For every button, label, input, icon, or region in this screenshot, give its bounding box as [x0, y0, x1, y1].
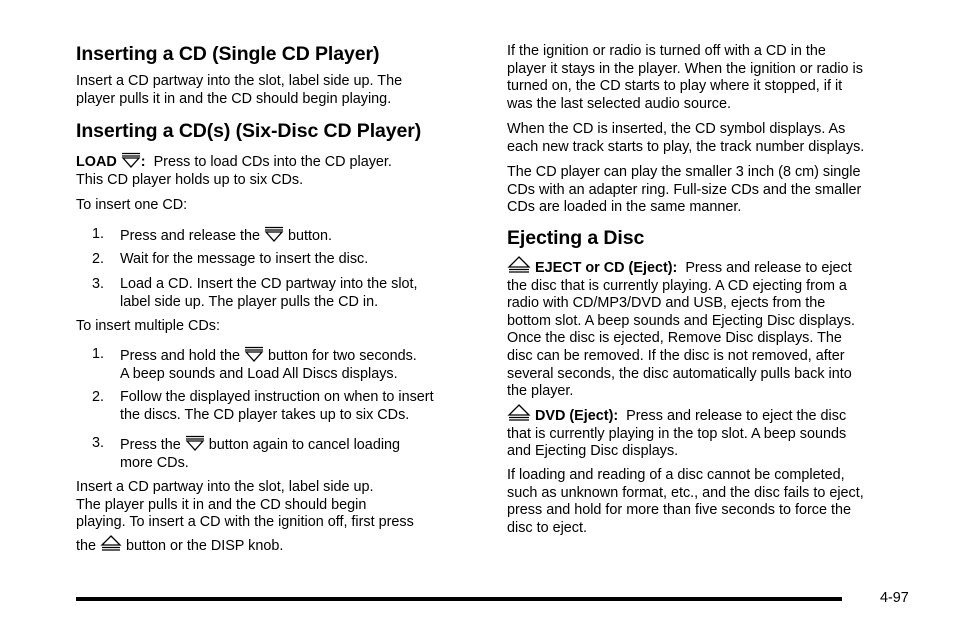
- eject-paragraph: EJECT or CD (Eject): Press and release to eject the disc that is currently playing. A CD ejecting from a radio with CD/MP3/DVD and USB, ejects from the bottom slot. A beep sounds and Ejecting Disc displays. Once the disc is ejected, Remove Disc displays. The disc can be removed. If the disc is not removed, after several seconds, the disc automatically pulls back into the player.: [507, 256, 855, 401]
- cd-symbol-paragraph: When the CD is inserted, the CD symbol displays. As each new track starts to play, the track number displays.: [507, 121, 865, 155]
- page-number: 4-97: [880, 590, 909, 606]
- load-icon: [244, 348, 264, 364]
- load-label: LOAD: [76, 154, 117, 170]
- final-paragraph: Insert a CD partway into the slot, label side up. The player pulls it in and the CD should begin playing. To insert a CD with the ignition off, first press the button or the DISP knob.: [76, 479, 414, 554]
- dvd-paragraph: DVD (Eject): Press and release to eject the disc that is currently playing in the top slot. A beep sounds and Ejecting Disc displays.: [507, 404, 846, 461]
- eject-icon: [100, 538, 122, 554]
- dvd-label: DVD (Eject):: [535, 408, 619, 424]
- small-cd-paragraph: The CD player can play the smaller 3 inch (8 cm) single CDs with an adapter ring. Full-size CDs and the smaller CDs are loaded in the same manner.: [507, 164, 862, 216]
- heading-single-cd: Inserting a CD (Single CD Player): [76, 43, 380, 65]
- load-icon: [264, 228, 284, 244]
- eject-icon: [507, 260, 531, 276]
- force-eject-paragraph: If loading and reading of a disc cannot be completed, such as unknown format, etc., and the disc fails to eject, press and hold for more than five seconds to force the disc to eject.: [507, 467, 864, 536]
- heading-six-disc: Inserting a CD(s) (Six-Disc CD Player): [76, 120, 422, 142]
- insert-one-steps: 1. Press and release the button. 2. Wait for the message to insert the disc. 3. Load a CD. Insert the CD partway into the slot, label side up. The player pulls the CD in.: [91, 226, 418, 310]
- eject-label: EJECT or CD (Eject):: [535, 260, 678, 276]
- load-paragraph: LOAD : Press to load CDs into the CD player. This CD player holds up to six CDs.: [76, 154, 392, 188]
- ignition-paragraph: If the ignition or radio is turned off with a CD in the player it stays in the player. When the ignition or radio is turned on, the CD starts to play where it stopped, if it was the last selected audio source.: [507, 43, 863, 112]
- eject-icon: [507, 408, 531, 424]
- footer-rule: [76, 597, 842, 601]
- single-cd-paragraph: Insert a CD partway into the slot, label side up. The player pulls it in and the CD should begin playing.: [76, 73, 403, 107]
- heading-ejecting: Ejecting a Disc: [507, 227, 645, 249]
- insert-multi-label: To insert multiple CDs:: [76, 318, 220, 334]
- insert-one-label: To insert one CD:: [76, 197, 188, 213]
- insert-multi-steps: 1. Press and hold the button for two seconds. A beep sounds and Load All Discs displays. 2. Follow the displayed instruction on when to insert the discs. The CD player takes up to six CDs. 3. Press the button again to cancel loading more CDs.: [91, 346, 434, 471]
- load-icon: [121, 154, 141, 170]
- load-icon: [185, 437, 205, 453]
